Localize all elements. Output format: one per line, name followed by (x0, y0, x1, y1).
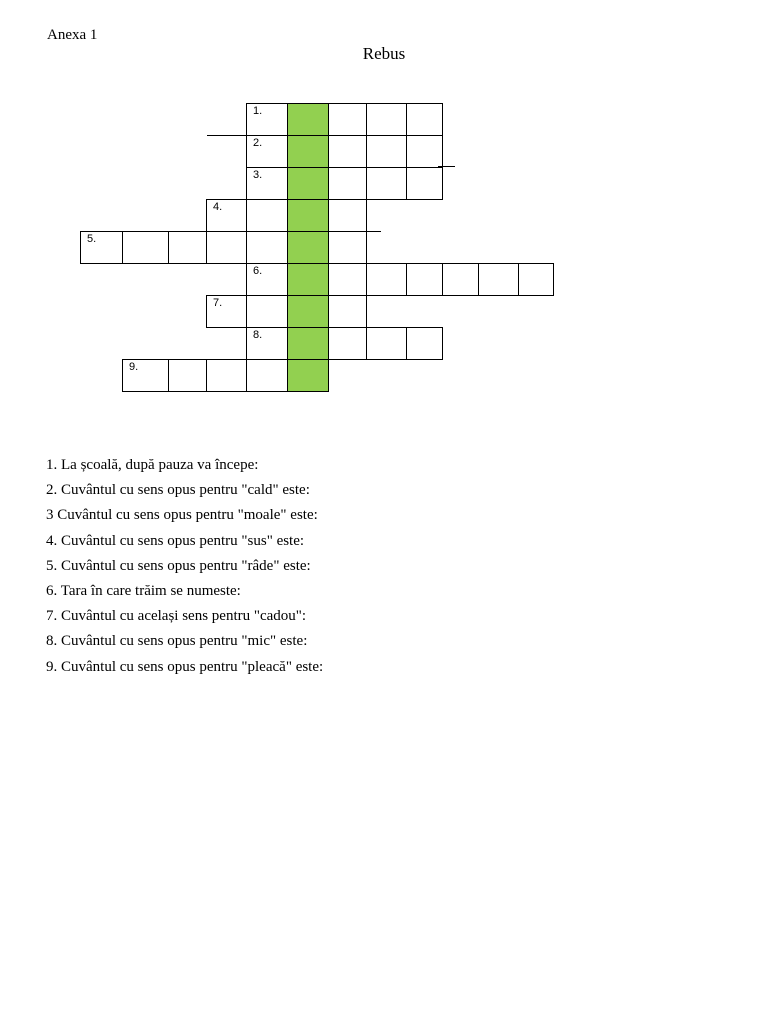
crossword-cell (246, 231, 288, 264)
crossword-cell (287, 135, 329, 168)
clue-5: 5. Cuvântul cu sens opus pentru "râde" este: (46, 557, 311, 574)
clue-3: 3 Cuvântul cu sens opus pentru "moale" este: (46, 507, 318, 524)
crossword-cell (287, 103, 329, 136)
clue-4: 4. Cuvântul cu sens opus pentru "sus" este: (46, 532, 305, 549)
crossword-cell (328, 167, 367, 200)
grid-line-fragment (207, 135, 247, 136)
crossword-cell (287, 167, 329, 200)
grid-line-fragment (438, 166, 455, 167)
row-number: 2. (253, 137, 263, 149)
crossword-cell (246, 359, 288, 392)
crossword-cell (366, 135, 407, 168)
crossword-cell (406, 327, 443, 360)
crossword-cell (287, 295, 329, 328)
crossword-cell (366, 263, 407, 296)
crossword-cell (206, 231, 247, 264)
crossword-cell (328, 103, 367, 136)
clue-7: 7. Cuvântul cu același sens pentru "cadou": (46, 608, 307, 625)
crossword-cell (287, 359, 329, 392)
crossword-cell (328, 199, 367, 232)
crossword-cell (442, 263, 479, 296)
clue-9: 9. Cuvântul cu sens opus pentru "pleacă" este: (46, 658, 324, 675)
crossword-cell (406, 167, 443, 200)
crossword-cell (168, 359, 207, 392)
crossword-cell (328, 231, 367, 264)
crossword-cell (328, 327, 367, 360)
crossword-cell (287, 199, 329, 232)
crossword-cell (246, 295, 288, 328)
clue-6: 6. Tara în care trăim se numeste: (46, 583, 241, 600)
crossword-cell (478, 263, 519, 296)
row-number: 1. (253, 105, 263, 117)
crossword-cell (406, 103, 443, 136)
annex-label: Anexa 1 (47, 27, 98, 43)
row-number: 8. (253, 329, 263, 341)
crossword-cell (366, 167, 407, 200)
page-title: Rebus (362, 44, 406, 63)
crossword-cell (287, 327, 329, 360)
row-number: 6. (253, 265, 263, 277)
crossword-cell (518, 263, 554, 296)
crossword-cell (406, 263, 443, 296)
crossword-cell (366, 103, 407, 136)
crossword-cell (246, 199, 288, 232)
crossword-cell (328, 295, 367, 328)
crossword-cell (406, 135, 443, 168)
clue-2: 2. Cuvântul cu sens opus pentru "cald" este: (46, 482, 310, 499)
crossword-cell (287, 231, 329, 264)
crossword-grid (0, 0, 768, 420)
row-number: 5. (87, 233, 97, 245)
row-number: 7. (213, 297, 223, 309)
clue-1: 1. La școală, după pauza va începe: (46, 457, 259, 473)
row-number: 9. (129, 361, 139, 373)
crossword-cell (328, 263, 367, 296)
row-number: 4. (213, 201, 223, 213)
crossword-cell (328, 135, 367, 168)
crossword-cell (122, 231, 169, 264)
crossword-cell (206, 359, 247, 392)
clue-list (46, 453, 323, 680)
grid-line-fragment (366, 231, 381, 232)
clue-8: 8. Cuvântul cu sens opus pentru "mic" este: (46, 633, 308, 650)
crossword-cell (287, 263, 329, 296)
crossword-cell (168, 231, 207, 264)
crossword-cell (366, 327, 407, 360)
row-number: 3. (253, 169, 263, 181)
